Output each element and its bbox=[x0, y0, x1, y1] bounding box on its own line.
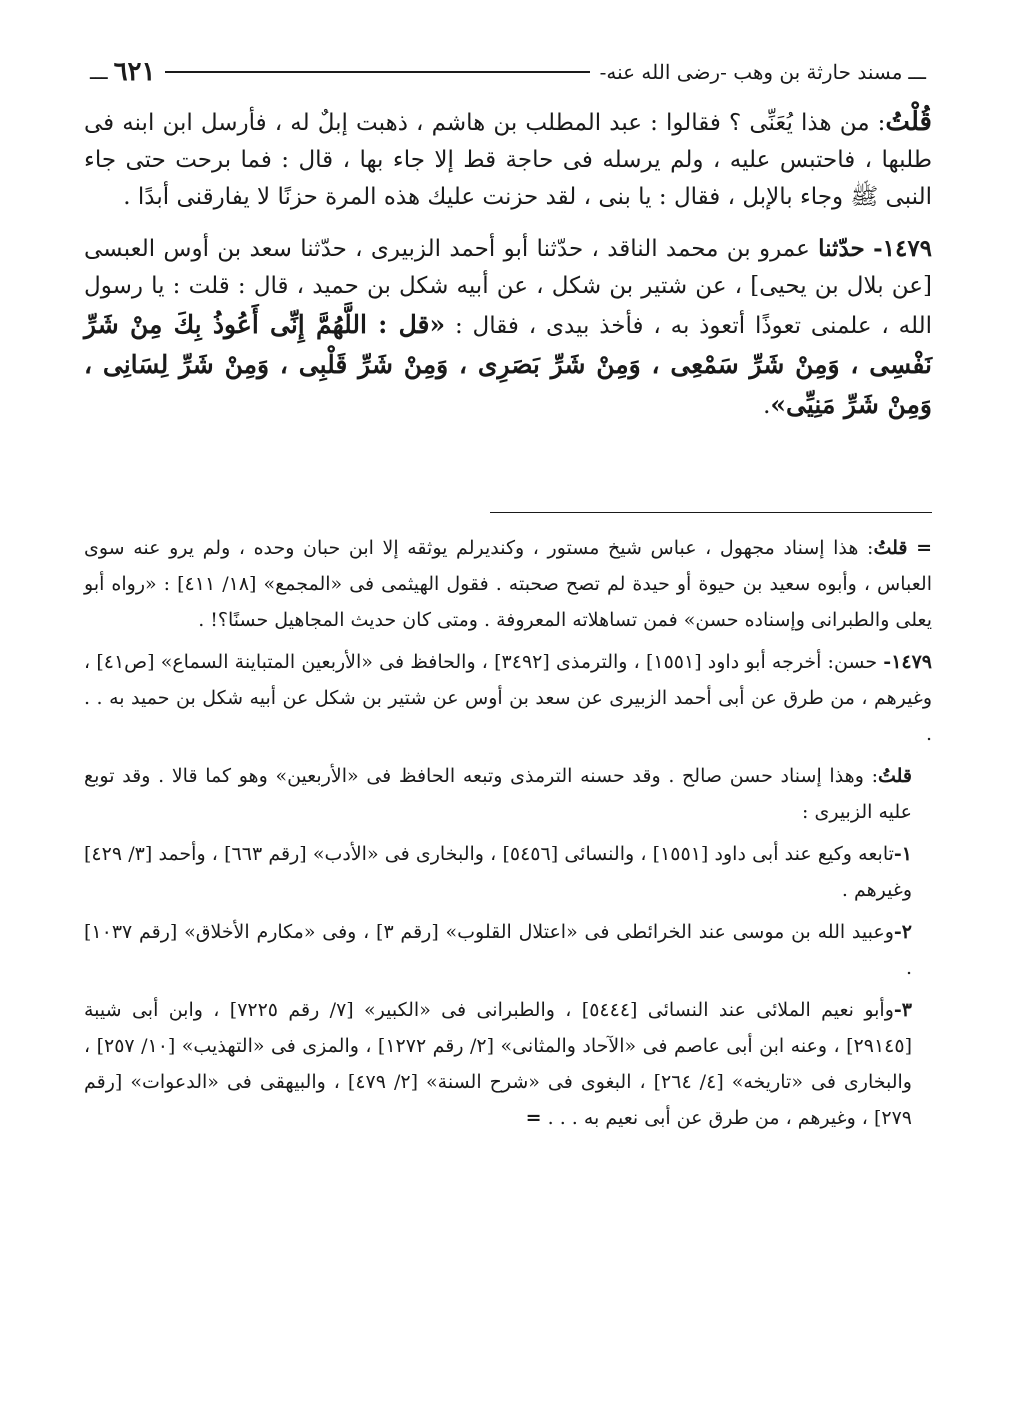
footnotes bbox=[84, 530, 932, 1142]
paragraph-hadith-1479 bbox=[84, 230, 932, 425]
paragraph-1-text: : من هذا يُعَنِّى ؟ فقالوا : عبد المطلب بن هاشم ، ذهبت إبلٌ له ، فأرسل ابن ابنه فى طلبها ، فاحتبس عليه ، ولم يرسله فى حاجة قط إلا جاء بها ، قال : فما برحت حتى جاء النبى ﷺ وجاء بالإبل ، فقال : يا بنى ، لقد حزنت عليك هذه المرة حزنًا لا يفارقنى أبدًا . bbox=[84, 110, 932, 210]
header-rule bbox=[165, 71, 589, 73]
continuation-mark-end: = bbox=[525, 1107, 542, 1129]
paragraph-1 bbox=[84, 104, 932, 216]
item-1-number: ١- bbox=[893, 843, 912, 865]
header-title: مسند حارثة بن وهب -رضى الله عنه- bbox=[599, 60, 903, 84]
main-text bbox=[84, 104, 932, 439]
header-dash-left: ـــ bbox=[90, 60, 108, 84]
footnote-continued bbox=[84, 530, 932, 638]
item-1-text: تابعه وكيع عند أبى داود [١٥٥١] ، والنسائى [٥٤٥٦] ، والبخارى فى «الأدب» [رقم ٦٦٣] ، وأحمد [٣/ ٤٢٩] وغيرهم . bbox=[84, 843, 912, 901]
hadith-end: . bbox=[763, 393, 771, 419]
footnote-qultu-label: قلتُ bbox=[877, 765, 912, 787]
footnote-qultu: قلتُ bbox=[873, 537, 908, 559]
qultu-keyword: قُلْتُ bbox=[885, 107, 932, 137]
footnote-item-2 bbox=[84, 914, 932, 986]
footnote-separator bbox=[490, 512, 932, 513]
haddathana-keyword: حدّثنا bbox=[818, 235, 865, 262]
footnote-number: ١٤٧٩- bbox=[883, 651, 933, 673]
item-2-text: وعبيد الله بن موسى عند الخرائطى فى «اعتلال القلوب» [رقم ٣] ، وفى «مكارم الأخلاق» [رقم ١٠٣٧] . bbox=[84, 921, 912, 979]
footnote-qultu-2-text: : وهذا إسناد حسن صالح . وقد حسنه الترمذى وتبعه الحافظ فى «الأربعين» وهو كما قالا . وقد توبع عليه الزبيرى : bbox=[84, 765, 912, 823]
page-number: ٦٢١ bbox=[113, 57, 156, 87]
item-2-number: ٢- bbox=[893, 921, 912, 943]
footnote-qultu-2 bbox=[84, 758, 932, 830]
footnote-continued-text: : هذا إسناد مجهول ، عباس شيخ مستور ، وكنديرلم يوثقه إلا ابن حبان وحده ، ولم يرو عنه سوى العباس ، وأبوه سعيد بن حيوة أو حيدة لم تصح صحبته . فقول الهيثمى فى «المجمع» [١٨/ ٤١١] : «رواه أبو يعلى والطبرانى وإسناده حسن» فمن تساهلاته المعروفة . ومتى كان حديث المجاهيل حسنًا؟! . bbox=[84, 537, 932, 631]
footnote-1479 bbox=[84, 644, 932, 752]
running-header bbox=[84, 52, 932, 92]
hadith-number: ١٤٧٩- bbox=[873, 235, 933, 262]
continuation-mark: = bbox=[916, 537, 932, 559]
hadith-matn: «قل : اللَّهُمَّ إِنِّى أَعُوذُ بِكَ مِنْ شَرِّ نَفْسِى ، وَمِنْ شَرِّ سَمْعِى ، وَمِنْ شَرِّ بَصَرِى ، وَمِنْ شَرِّ قَلْبِى ، وَمِنْ شَرِّ لِسَانِى ، وَمِنْ شَرِّ مَنِيِّى» bbox=[84, 310, 932, 419]
footnote-item-3 bbox=[84, 992, 932, 1136]
isnad-text: عمرو بن محمد الناقد ، حدّثنا أبو أحمد الزبيرى ، حدّثنا سعد بن أوس العبسى [عن بلال بن يحيى] ، عن شتير بن شكل ، عن أبيه شكل بن حميد ، قال : قلت : يا رسول الله ، علمنى تعوذًا أتعوذ به ، فأخذ بيدى ، فقال : bbox=[84, 236, 933, 339]
item-3-number: ٣- bbox=[893, 999, 912, 1021]
item-3-text: وأبو نعيم الملائى عند النسائى [٥٤٤٤] ، والطبرانى فى «الكبير» [٧/ رقم ٧٢٢٥] ، وابن أبى شيبة [٢٩١٤٥] ، وعنه ابن أبى عاصم فى «الآحاد والمثانى» [٢/ رقم ١٢٧٢] ، والمزى فى «التهذيب» [١٠/ ٢٥٧] ، والبخارى فى «تاريخه» [٤/ ٢٦٤] ، البغوى فى «شرح السنة» [٢/ ٤٧٩] ، والبيهقى فى «الدعوات» [رقم ٢٧٩] ، وغيرهم ، من طرق عن أبى نعيم به . . . bbox=[84, 999, 912, 1129]
header-dash-right: ـــ bbox=[908, 60, 926, 84]
footnote-item-1 bbox=[84, 836, 932, 908]
footnote-1479-text: حسن: أخرجه أبو داود [١٥٥١] ، والترمذى [٣٤٩٢] ، والحافظ فى «الأربعين المتباينة السماع» [ص٤١] ، وغيرهم ، من طرق عن أبى أحمد الزبيرى عن سعد بن أوس عن شتير بن شكل عن أبيه شكل بن حميد به . . . bbox=[84, 651, 932, 745]
